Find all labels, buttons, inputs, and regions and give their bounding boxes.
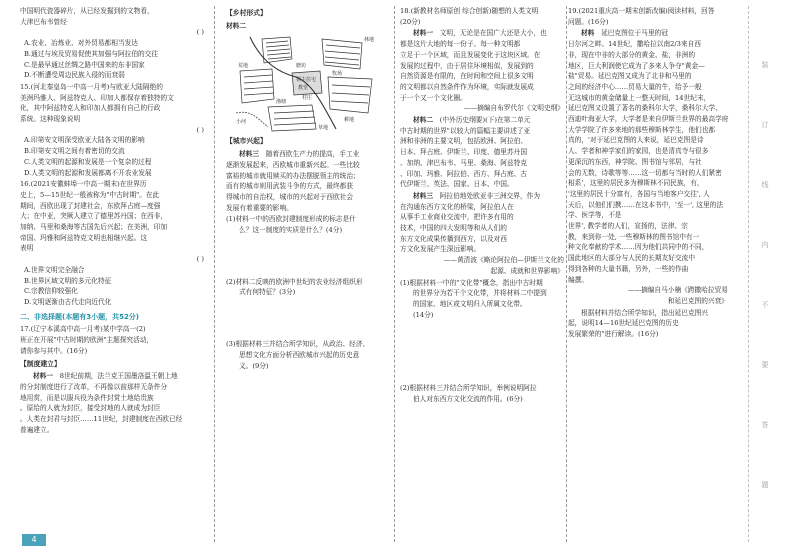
q14-option-d: D.不断遭受周边民族入侵的而衰弱 (24, 71, 125, 80)
material-2: 材料二 (中外历史纲要)(下)在第二单元 中古时期的世界"以较大的篇幅主要讲述了亚 洲和非洲的主要文明，包括欧洲、阿拉伯、 日本、拜占庭、伊斯兰、印度、德里苏丹国 、加纳、津巴布韦、马里、桑海、阿兹特克 、印加、玛雅、阿拉伯、西方、拜占庭、古 代伊斯兰、英法、国家、日本、中国。 (400, 116, 531, 189)
material-label: 材料一 (413, 29, 434, 38)
question-19: 19.(2021重庆高一期末创新改编)阅读材料，回答 问题。(16分) (568, 7, 715, 26)
q16-option-a: A.世界文明完全融合 (24, 265, 85, 274)
column-1 (20, 6, 204, 435)
q18-sub-2: (2)根据材料三并结合所学知识，举例说明阿拉 伯人对东西方文化交流的作用。(6分) (400, 384, 537, 404)
q15-option-a: A.印第安文明深受欧亚大陆各文明的影响 (24, 136, 145, 145)
material: 材料 延巴克图位于马里的冠 日尔河之畔。14世纪，撒哈拉以南2/3来自西 非，现在中非的大部分的黄金、盐，非洲的 地区，巨大利润使它成为了多来人争夺"黄金— 盐"贸易。延巴克图又成为了北非和马里的 之间的经济中心……贸易大量的牛，给予一般 无这城市的黄金储量上一整天时间，14世纪末， 延巴克图又设置了著名的桑科尔大学，桑科尔大学、 西迪叶海亚大学，大学者是来自伊斯兰世界的最高学府 大学学院了许多来地的那些穆斯林学生，他们也都 真的，'对于延巴克图的人来说，延巴克图是诗 人、学者和神学家们的家园，也是清真寺与很多 更深沉的东西，神学院、图书馆与邻居，与社 会的无数，诗歌等等……这一切都与当时的人们紧密 相系'，这里的居民多为穆斯林不同民族，有， '这里的居民十分富有，各国与当地客户交往', 人 天后，以他们们携……在这本书中，'至一', 这里的法 学、医学等，不是 世界', 教学者的人们，宣扬的，法律、宗 教，来到你一处, 一些穆斯林的图书馆中有一 种文化奉献的学术……因为他们共同中的不同， 国此地区的大部分与人民的长期友好交流中 得到各种的大量书籍，另外，一些的作曲 编撰。 ——摘编自马小楠《跨撒哈拉贸易 和延巴克图的兴衰》 (568, 29, 729, 305)
material-label: 材料一 (33, 372, 54, 381)
column-3 (400, 6, 566, 405)
column-divider (214, 6, 215, 542)
q17-sub-3: (3)根据材料三并结合所学知识，从政治、经济、 思想文化方面分析西欧城市兴起的历史意 义。(9分) (226, 340, 370, 370)
subheading-rural-form: 【 乡村形式 】 (226, 8, 388, 19)
q15-option-c: C.人类文明的起源和发展是一个复杂的过程 (24, 157, 152, 166)
material-label: 材料三 (413, 191, 434, 200)
q18-sub-1: (1)根据材料一中的"文化带"概念，指出中古时期 的世界分为若干个文化带，并将材料二中提到 的国家、地区或文明归入所属文化带。 (14分) (400, 278, 547, 319)
q14-continuation: 中国明代瓷器碎片，从已经发掘到的文物看， 大津巴布韦曾经 ( ) A.农业、冶炼业、对外贸易都相当发达 B.通过与埃及贸易促使其加强与阿拉伯的交往 C.是最早通过丝绸之路中国来的东非国家 D.不断遭受周边民族入侵的而衰弱 (20, 7, 204, 80)
source-citation: 起源、成就和世界影响》 (490, 266, 564, 275)
q16-option-b: B.世界区域文明的多元化特征 (24, 276, 112, 285)
q14-option-a: A.农业、冶炼业、对外贸易都相当发达 (24, 39, 138, 48)
source-citation: 和延巴克图的兴衰》 (667, 296, 728, 305)
section-heading-non-choice: 二、非选择题(本题有3小题，共52分) (20, 312, 140, 321)
material-label: 材料二 (226, 21, 247, 30)
map-label: 教堂 (298, 85, 309, 92)
q17-sub-1: (1)材料一中的西欧封建制度形成的标志是什 么？这一制度的实质是什么？(4分) (226, 215, 356, 235)
material-label: 材料三 (239, 150, 260, 159)
map-label: 荒地 (238, 63, 249, 70)
question-15: 15.(河北秦皇岛一中高一月考)与欧亚大陆隔绝的 美洲玛雅人、阿兹特克人、印加人都保存着独特的文 化，其中阿兹特克人和印加人都拥有自己的行政 系统。这种现象说明 ( ) A.印第安文明深受欧亚大陆各文明的影响 B.印第安文明之间有着密切的交流 C.人类文明的起源和发展是一个复杂的过程 D.人类文明的起源和发展都离不开农业发展 (20, 82, 204, 177)
material-label: 材料二 (413, 116, 434, 125)
column-2 (226, 6, 388, 371)
source-citation: ——黄清波《略论阿拉伯—伊斯兰文化的 (443, 256, 564, 265)
map-label: 耕地 (344, 117, 355, 124)
question-16: 16.(2021安徽蚌埠一中高一期末)在世界历 史上，5—15世纪一般被称为"中古时期"。在此 期间，西欧出现了封建社会，东欧拜占庭—度强 大；在中亚，突厥人建立了德里苏丹国；在西非， 加纳、马里和桑海等古国先后兴起；在美洲，印加 帝国、玛雅和阿兹特克文明也相继兴起。这 表明 ( ) A.世界文明完全融合 B.世界区域文明的多元化特征 C.宗教信仰较强化 D.文明逐渐由古代走向近代化 (20, 180, 204, 306)
map-label: 村庄 (302, 95, 313, 102)
map-label: 小河 (236, 119, 247, 126)
source-citation: ——摘编自布罗代尔《文明史纲》 (463, 104, 564, 113)
question-18: 18.(新教材名师原创 综合创新)随想的人类文明 (20分) (400, 7, 539, 26)
q14-option-b: B.通过与埃及贸易促使其加强与阿拉伯的交往 (24, 49, 159, 58)
map-label: 渔塘 (276, 99, 287, 106)
map-label: 林地 (364, 37, 375, 44)
binding-margin: 装 订 线 内 不 要 答 题 (761, 61, 769, 489)
map-label: 草地 (318, 125, 329, 132)
map-label: 牧场 (332, 71, 343, 78)
q16-option-c: C.宗教信仰较强化 (24, 287, 78, 296)
subheading-city-rise: 【 城市兴起 】 (226, 136, 388, 147)
q19-prompt: 根据材料并结合所学知识，指出延巴克图兴 起，说明14—16世纪延巴克图的历史 发展繁荣的"进行解读。(16分) (568, 308, 709, 339)
q15-option-b: B.印第安文明之间有着密切的交流 (24, 147, 125, 156)
material-label: 材料 (581, 29, 595, 38)
page-number: 4 (22, 534, 46, 546)
column-divider (394, 6, 395, 542)
q15-option-d: D.人类文明的起源和发展都离不开农业发展 (24, 168, 152, 177)
q16-option-d: D.文明逐渐由古代走向近代化 (24, 297, 112, 306)
material-3: 材料三 随着西欧生产力的提高，手工业 逐渐发展起来，西欧城市重新兴起。一些比较 富裕的城市就用赎买的办法摆脱领主的统治； 而有的城市则用武装斗争的方式，最终都获 得城市的自治权，城市的兴起对于西欧社会 发展有着重要的影响。 (226, 150, 360, 212)
q17-sub-2: (2)材料二反映的欧洲中世纪的农业经济组织形 式有何特征？(3分) (226, 277, 363, 297)
column-4 (568, 6, 730, 340)
subheading-system-establishment: 【 制度建立 】 (20, 359, 204, 370)
material-1: 材料一 8世纪前期，法兰克王国墨洛温王朝上地 的分封制度进行了改革，不再像以前那样无条件分 地用赏，而是以服兵役为条件封赏土地给贵族 。原给的人就为封臣，接受封地的人就成为封臣 。人类在封君与封臣……11世纪，封建制度在西欧已经 普遍建立。 (20, 372, 183, 434)
source-citation: ——摘编自马小楠《跨撒哈拉贸易 (627, 286, 728, 295)
q14-option-c: C.是最早通过丝绸之路中国来的东非国家 (24, 60, 145, 69)
map-label: 领主住宅 (296, 77, 317, 84)
manor-map (232, 33, 382, 133)
material-3: 材料三 阿拉伯地处欧亚非三洲交界，作为 在沟通东西方文化的桥梁，阿拉伯人在 从事手工业商业交流中，把许多有用的 技术，中国的四大发明等和从人们的 东方文化成果传播到西方，以及对西 方文化发展产生深远影响。 ——黄清波《略论阿拉伯—伊斯兰文化的 起源、成就和世界影响》 (400, 191, 564, 275)
binding-line (748, 6, 749, 542)
column-divider (566, 6, 567, 542)
question-17: 17.(辽宁本溪高中高一月考)某中学高一(2) 班正在开展"中古时期的欧洲"主题探究活动， 请你参与其中。(16分) (20, 325, 154, 355)
material-1: 材料一 文明，无论是在国广大还是大小，也 都是这片大地的每一份子。每一种文明都 立足于一个区域，而且发展变化于这块区域。在 发展的过程中，由于居住环境相似，发展到的 自然资源是有限的，在时间和空间上很多文明 的文明都以自然条件作为环境，实际就发展成 于一个又一个文化圈。 ——摘编自布罗代尔《文明史纲》 (400, 29, 564, 113)
map-label: 磨坊 (296, 63, 307, 70)
